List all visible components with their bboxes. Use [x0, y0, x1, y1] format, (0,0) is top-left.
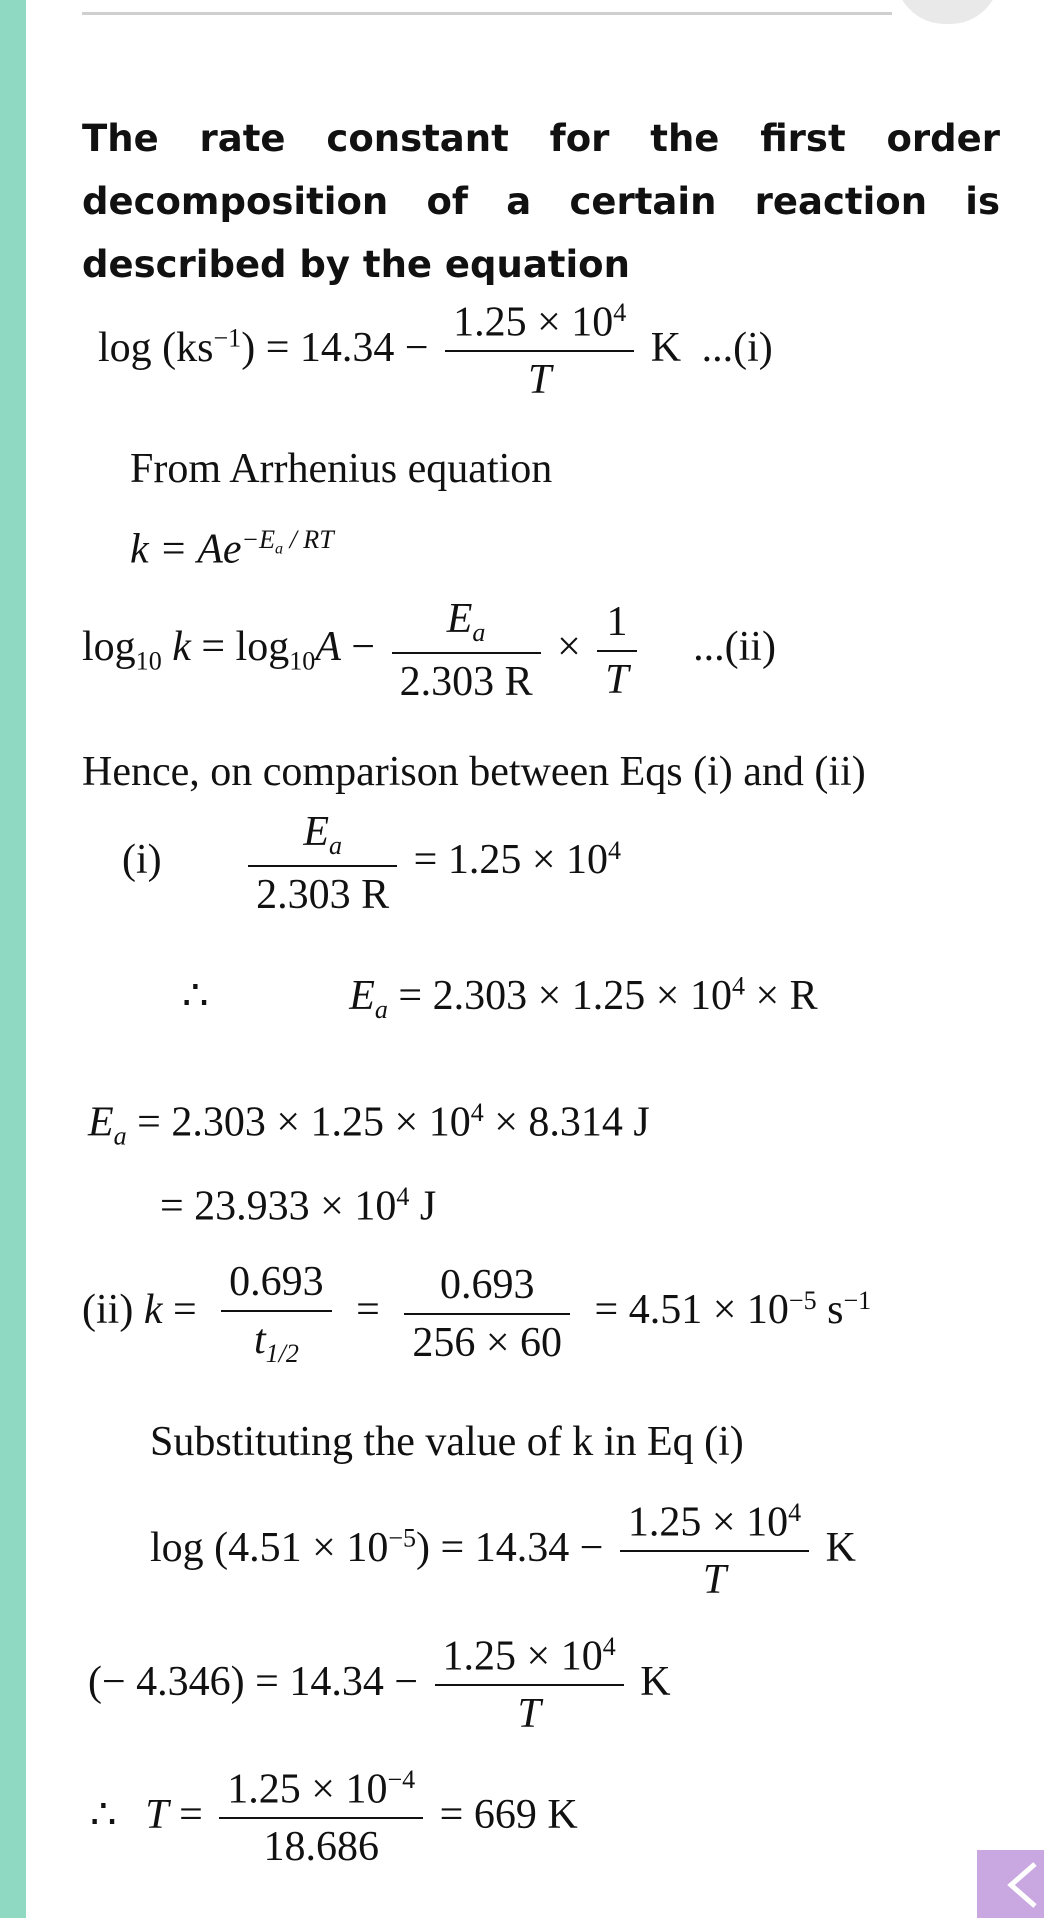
step-i-label: (i): [122, 837, 162, 884]
top-divider: [82, 12, 892, 15]
equation-ii: [82, 595, 776, 706]
sub-eq-lhs-exponent: −5: [388, 1523, 417, 1553]
sub-eq-fraction: [620, 1498, 809, 1604]
substituting-text: Substituting the value of k in Eq (i): [150, 1419, 744, 1465]
sub-eq-unit: K: [825, 1524, 856, 1571]
step-ii-denominator-2: 256 × 60: [412, 1319, 563, 1366]
back-button[interactable]: [977, 1850, 1044, 1918]
step-ii-numerator-1: 0.693: [221, 1258, 332, 1312]
step-ii-fraction-2: [404, 1261, 570, 1367]
ea-line-2-exponent: 4: [396, 1182, 410, 1211]
neg-eq-numerator: 1.25 × 10: [442, 1633, 603, 1680]
equation-i: [98, 298, 773, 404]
eq1-lhs-exponent: −1: [213, 323, 242, 353]
eq2-tag: ...(ii): [693, 624, 776, 671]
comparison-text: Hence, on comparison between Eqs (i) and (ii): [82, 749, 866, 795]
ea-calc-line-2: [160, 1182, 436, 1230]
eq2-log: log: [82, 624, 136, 671]
final-therefore-symbol: ∴: [90, 1791, 117, 1838]
step-ii-result-unit: s: [816, 1287, 844, 1334]
eq1-lhs-end: ) = 14.34 −: [241, 324, 429, 371]
eq2-k: k: [172, 624, 191, 671]
step-i-rhs: = 1.25 × 10: [413, 837, 609, 884]
eq2-numerator-2: 1: [597, 598, 636, 652]
step-ii-denominator-1: t: [253, 1317, 266, 1363]
eq1-lhs: log (ks: [98, 324, 214, 371]
final-numerator: 1.25 × 10: [227, 1766, 388, 1813]
neg-eq-lhs: (− 4.346) = 14.34 −: [88, 1658, 419, 1705]
final-denominator: 18.686: [263, 1824, 379, 1871]
ea-line-1-end: × 8.314 J: [483, 1099, 650, 1146]
therefore-symbol: ∴: [182, 973, 209, 1019]
avatar: [895, 0, 1000, 24]
step-i-rhs-exponent: 4: [608, 835, 622, 865]
arrhenius-exponent-end: / RT: [283, 525, 334, 554]
question-text: The rate constant for the first order decomposition of a certain reaction is described by the equation: [82, 117, 1000, 286]
step-ii-denominator-1-sub: 1/2: [265, 1339, 299, 1369]
negative-equation: [88, 1632, 671, 1738]
ea-lhs: E: [88, 1099, 114, 1146]
step-ii-numerator-2: 0.693: [404, 1261, 570, 1315]
step-ii-result-unit-exponent: −1: [843, 1285, 872, 1315]
sub-eq-denominator: T: [702, 1557, 727, 1604]
therefore-rhs-exponent: 4: [731, 971, 745, 1001]
arrhenius-lhs: k = Ae: [130, 526, 242, 573]
substituted-equation: [150, 1498, 856, 1604]
chevron-left-icon: [1003, 1860, 1043, 1910]
eq2-minus: −: [351, 624, 376, 671]
therefore-rhs-end: × R: [744, 973, 818, 1019]
eq1-fraction: [445, 298, 634, 404]
step-i-numerator-sub: a: [328, 831, 342, 861]
eq2-times: ×: [557, 624, 581, 671]
therefore-rhs: = 2.303 × 1.25 × 10: [398, 973, 732, 1019]
sub-eq-lhs: log (4.51 × 10: [150, 1524, 389, 1571]
arrhenius-intro: From Arrhenius equation: [130, 446, 553, 492]
eq1-tag: ...(i): [701, 324, 773, 371]
neg-eq-fraction: [435, 1632, 624, 1738]
step-i-fraction: [248, 808, 397, 919]
eq2-log-base-2: 10: [289, 646, 316, 676]
ea-line-2: = 23.933 × 10: [160, 1183, 397, 1230]
final-T: T: [145, 1791, 169, 1838]
final-result: = 669 K: [439, 1791, 578, 1838]
eq2-fraction-1: [392, 595, 541, 706]
eq2-denominator-2: T: [605, 656, 629, 703]
step-i-denominator: 2.303 R: [256, 872, 390, 919]
arrhenius-exponent-sub: a: [275, 540, 284, 558]
step-i: [122, 808, 621, 919]
ea-calc-line-1: [88, 1098, 650, 1151]
therefore-lhs-sub: a: [374, 995, 388, 1025]
step-ii-label: (ii): [82, 1287, 134, 1334]
eq1-denominator: T: [527, 357, 552, 404]
final-equals: =: [179, 1791, 203, 1838]
final-fraction: [219, 1765, 423, 1871]
eq2-denominator: 2.303 R: [399, 659, 533, 706]
left-accent-bar: [0, 0, 26, 1918]
sub-eq-lhs-end: ) = 14.34 −: [416, 1524, 604, 1571]
step-ii-result: = 4.51 × 10: [594, 1287, 789, 1334]
eq2-A: A: [315, 624, 341, 671]
eq1-numerator: 1.25 × 10: [453, 299, 614, 346]
step-i-numerator: E: [303, 809, 329, 855]
step-ii: [82, 1258, 871, 1369]
eq2-numerator-sub: a: [472, 618, 486, 648]
eq2-fraction-2: [597, 598, 636, 704]
neg-eq-unit: K: [640, 1658, 671, 1705]
sub-eq-numerator: 1.25 × 10: [627, 1499, 789, 1546]
therefore-line: [182, 970, 818, 1025]
therefore-lhs: E: [349, 973, 375, 1019]
ea-lhs-sub: a: [113, 1121, 127, 1151]
arrhenius-exponent: −E: [241, 525, 275, 554]
eq2-equals-log: = log: [201, 624, 290, 671]
ea-line-2-end: J: [409, 1183, 437, 1230]
sub-eq-numerator-exponent: 4: [788, 1498, 802, 1527]
eq1-unit: K: [650, 324, 682, 371]
eq1-numerator-exponent: 4: [613, 298, 627, 327]
step-ii-equals-2: =: [356, 1287, 380, 1334]
neg-eq-denominator: T: [517, 1691, 541, 1738]
ea-line-1-exponent: 4: [470, 1098, 484, 1127]
final-equation: [90, 1765, 578, 1871]
eq2-log-base: 10: [135, 646, 162, 676]
arrhenius-equation: [130, 525, 334, 573]
eq2-numerator: E: [446, 596, 473, 642]
ea-line-1: = 2.303 × 1.25 × 10: [137, 1099, 471, 1146]
step-ii-equals-1: =: [172, 1287, 197, 1334]
step-ii-fraction-1: [221, 1258, 332, 1369]
final-numerator-exponent: −4: [387, 1765, 416, 1794]
step-ii-k: k: [143, 1287, 163, 1334]
step-ii-result-exponent: −5: [788, 1285, 817, 1315]
neg-eq-numerator-exponent: 4: [602, 1632, 616, 1661]
